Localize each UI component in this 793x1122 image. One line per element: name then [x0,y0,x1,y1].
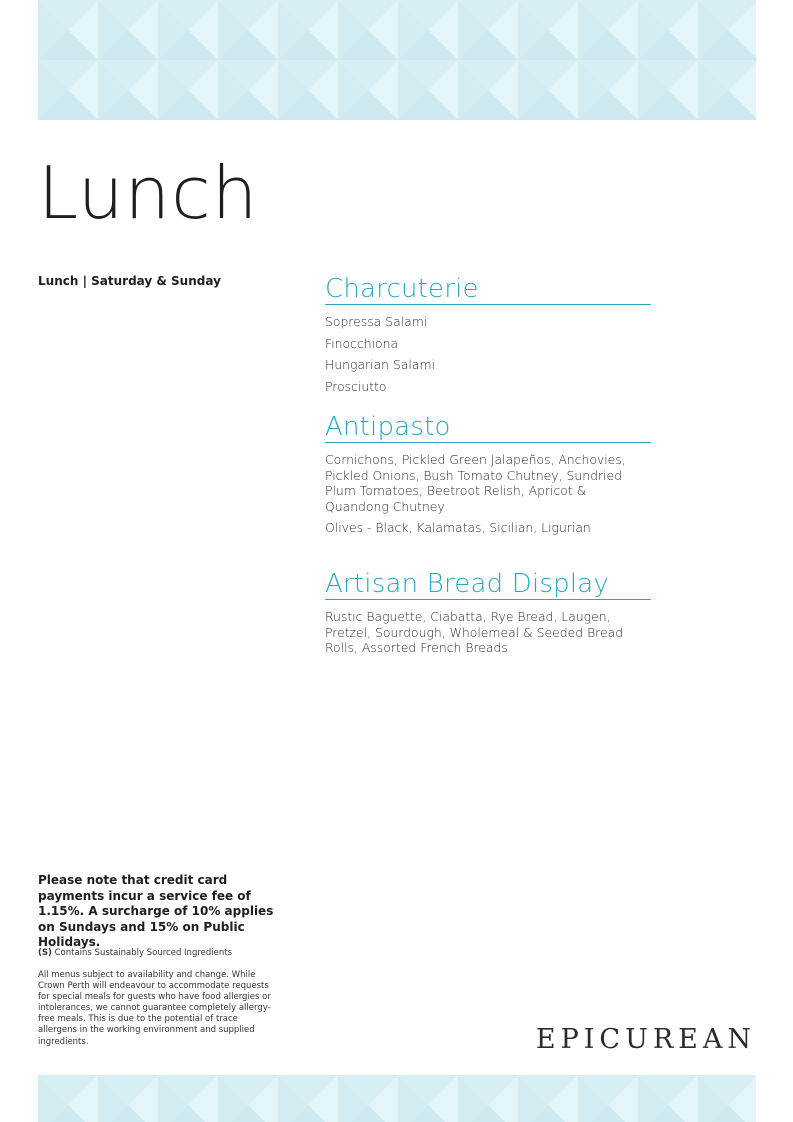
menu-item-list [325,314,651,394]
section-title: Antipasto [325,412,651,443]
section-artisan-bread [325,569,651,662]
menu-item-list [325,452,651,536]
menu-item: Rustic Baguette, Ciabatta, Rye Bread, Laugen, Pretzel, Sourdough, Wholemeal & Seeded Bread Rolls, Assorted French Breads [325,609,624,655]
section-antipasto [325,412,651,542]
section-title: Charcuterie [325,274,651,305]
page-subtitle: Lunch | Saturday & Sunday [38,274,221,288]
surcharge-note: Please note that credit card payments incur a service fee of 1.15%. A surcharge of 10% applies on Sundays and 15% on Public Holidays. [38,873,274,949]
menu-item: Prosciutto [325,378,387,394]
section-charcuterie [325,274,651,400]
menu-item: Hungarian Salami [325,357,435,372]
decorative-pattern-bottom [38,1075,756,1122]
decorative-pattern-top [38,0,756,120]
brand-logo: EPICUREAN [535,1024,756,1055]
section-title: Artisan Bread Display [325,569,651,600]
menu-item: Finocchiona [325,335,399,351]
menu-item: Sopressa Salami [325,314,428,329]
sustainable-legend [38,948,232,958]
sustainable-text: Contains Sustainably Sourced Ingredients [54,948,233,958]
page-title: Lunch [38,151,259,235]
allergy-disclaimer: All menus subject to availability and change. While Crown Perth will endeavour to accommodate requests for special meals for guests who have food allergies or intolerances, we cannot guarantee completely allergy-free meals. This is due to the potential of trace allergens in the working environment and supplied ingredients. [38,970,271,1047]
menu-item: Cornichons, Pickled Green Jalapeños, Anchovies, Pickled Onions, Bush Tomato Chutney, Sundried Plum Tomatoes, Beetroot Relish, Apricot & Quandong Chutney [325,452,626,514]
menu-item-list [325,609,651,656]
sustainable-marker: (S) [38,948,52,958]
menu-item: Olives - Black, Kalamatas, Sicilian, Ligurian [325,520,591,535]
